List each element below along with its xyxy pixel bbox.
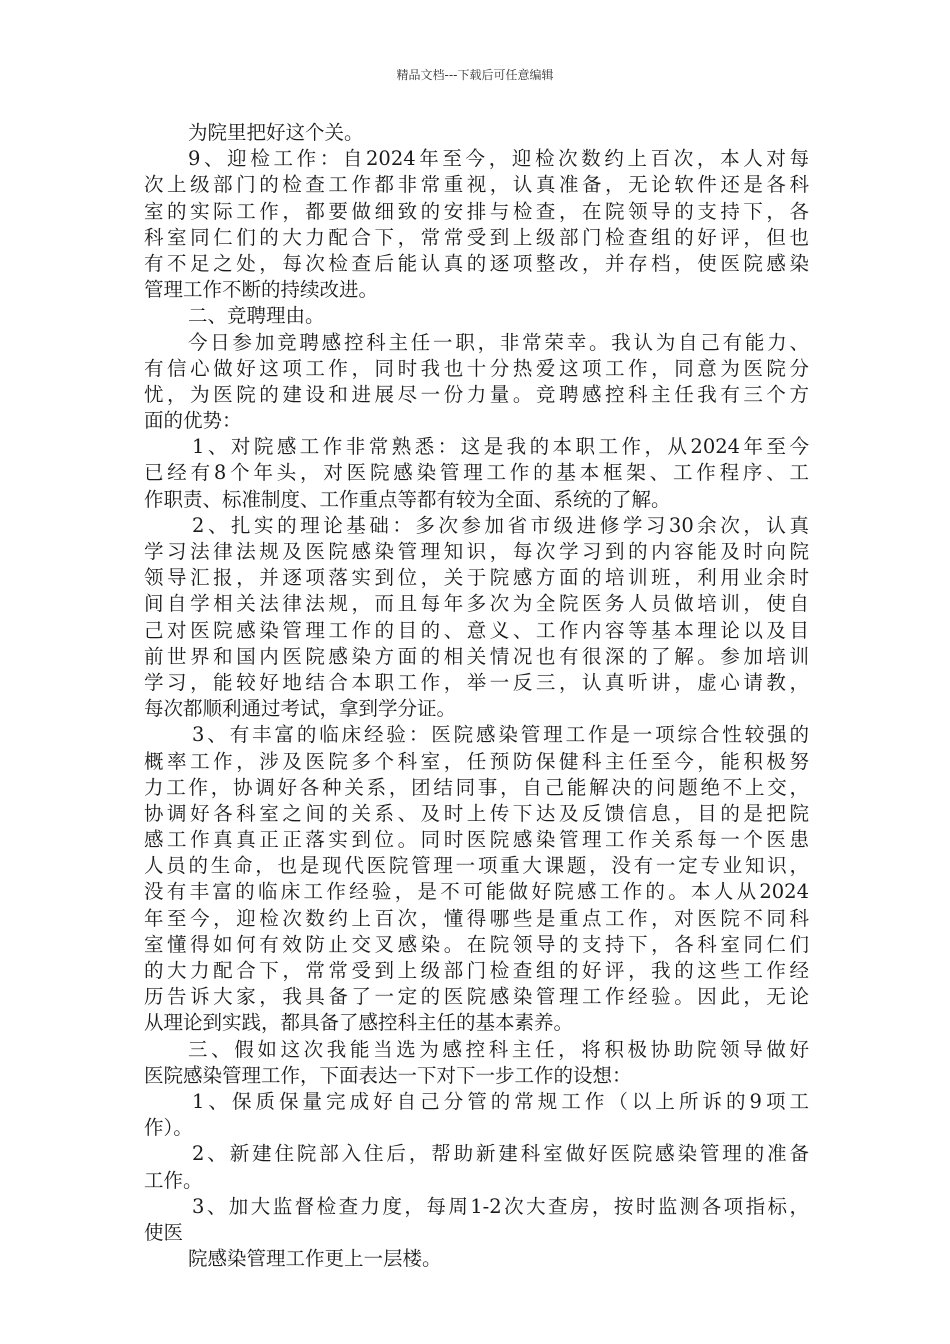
text-line: 院感染管理工作更上一层楼。 <box>188 1247 442 1271</box>
text-line: 每次都顺利通过考试，拿到学分证。 <box>144 697 457 721</box>
text-line: 概率工作，涉及医院多个科室，任预防保健科主任至今，能积极努 <box>144 749 809 773</box>
text-line: 三、假如这次我能当选为感控科主任，将积极协助院领导做好 <box>188 1037 809 1061</box>
text-line: 9、迎检工作：自2024年至今，迎检次数约上百次，本人对每 <box>188 147 809 171</box>
text-line: 已经有8个年头，对医院感染管理工作的基本框架、工作程序、工 <box>144 461 809 485</box>
text-line: 医院感染管理工作，下面表达一下对下一步工作的设想： <box>144 1063 632 1087</box>
text-line: 有不足之处，每次检查后能认真的逐项整改，并存档，使医院感染 <box>144 251 809 275</box>
text-line: 领导汇报，并逐项落实到位，关于院感方面的培训班，利用业余时 <box>144 566 809 590</box>
text-line: 次上级部门的检查工作都非常重视，认真准备，无论软件还是各科 <box>144 173 809 197</box>
text-line: 室懂得如何有效防止交叉感染。在院领导的支持下，各科室同仁们 <box>144 932 809 956</box>
page-header: 精品文档---下载后可任意编辑 <box>396 68 554 82</box>
text-line: 工作。 <box>144 1168 203 1192</box>
text-line: 管理工作不断的持续改进。 <box>144 278 379 302</box>
text-line: 学习法律法规及医院感染管理知识，每次学习到的内容能及时向院 <box>144 540 809 563</box>
text-line: 力工作，协调好各种关系，团结同事，自己能解决的问题绝不上交， <box>144 775 809 799</box>
text-line: 2、新建住院部入住后，帮助新建科室做好医院感染管理的准备 <box>192 1142 809 1166</box>
text-line: 的大力配合下，常常受到上级部门检查组的好评，我的这些工作经 <box>144 959 809 982</box>
text-line: 1、保质保量完成好自己分管的常规工作（以上所诉的9项工 <box>192 1089 809 1113</box>
text-line: 感工作真真正正落实到位。同时医院感染管理工作关系每一个医患 <box>144 828 809 852</box>
text-line: 二、竞聘理由。 <box>188 304 325 328</box>
text-line: 作职责、标准制度、工作重点等都有较为全面、系统的了解。 <box>144 487 671 511</box>
text-line: 前世界和国内医院感染方面的相关情况也有很深的了解。参加培训 <box>144 644 809 668</box>
text-line: 历告诉大家，我具备了一定的医院感染管理工作经验。因此，无论 <box>144 985 809 1009</box>
text-line: 从理论到实践，都具备了感控科主任的基本素养。 <box>144 1011 574 1035</box>
text-line: 1、对院感工作非常熟悉：这是我的本职工作，从2024年至今 <box>192 435 809 459</box>
text-line: 室的实际工作，都要做细致的安排与检查，在院领导的支持下，各 <box>144 199 809 223</box>
text-line: 间自学相关法律法规，而且每年多次为全院医务人员做培训，使自 <box>144 592 809 616</box>
text-line: 3、有丰富的临床经验：医院感染管理工作是一项综合性较强的 <box>192 723 809 747</box>
text-line: 3、加大监督检查力度，每周1-2次大查房，按时监测各项指标， <box>192 1194 809 1218</box>
text-line: 协调好各科室之间的关系、及时上传下达及反馈信息，目的是把院 <box>144 801 809 825</box>
text-line: 有信心做好这项工作，同时我也十分热爱这项工作，同意为医院分 <box>144 356 809 380</box>
text-line: 人员的生命，也是现代医院管理一项重大课题，没有一定专业知识， <box>144 854 809 878</box>
text-line: 学习，能较好地结合本职工作，举一反三，认真听讲，虚心请教， <box>144 670 809 694</box>
text-line: 作）。 <box>144 1116 193 1140</box>
document-body <box>144 120 809 1272</box>
text-line: 使医 <box>144 1220 184 1244</box>
text-line: 今日参加竞聘感控科主任一职，非常荣幸。我认为自己有能力、 <box>188 330 809 354</box>
text-line: 为院里把好这个关。 <box>188 121 364 144</box>
text-line: 面的优势： <box>144 409 242 433</box>
text-line: 科室同仁们的大力配合下，常常受到上级部门检查组的好评，但也 <box>144 225 809 249</box>
text-line: 己对医院感染管理工作的目的、意义、工作内容等基本理论以及目 <box>144 618 809 642</box>
text-line: 2、扎实的理论基础：多次参加省市级进修学习30余次，认真 <box>192 513 809 537</box>
text-line: 年至今，迎检次数约上百次，懂得哪些是重点工作，对医院不同科 <box>144 906 809 930</box>
text-line: 忧，为医院的建设和进展尽一份力量。竞聘感控科主任我有三个方 <box>144 382 809 406</box>
text-line: 没有丰富的临床工作经验，是不可能做好院感工作的。本人从2024 <box>144 880 809 904</box>
